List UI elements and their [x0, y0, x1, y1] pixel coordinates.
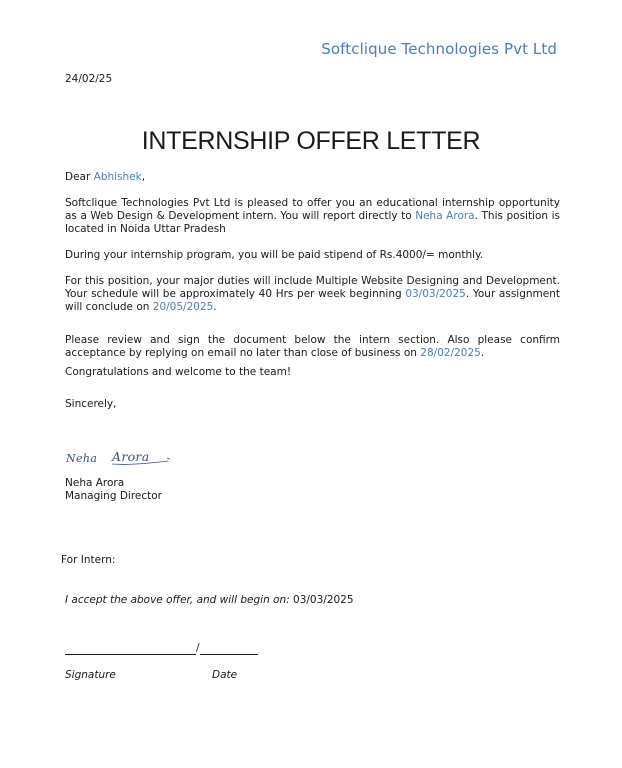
for-intern-label: For Intern:: [61, 554, 116, 566]
paragraph-offer: [65, 197, 560, 236]
svg-text:Arora: Arora: [112, 449, 150, 464]
signer-title: Managing Director: [65, 490, 163, 502]
paragraph-review-text-1: Please review and sign the document below the intern section. Also please confirm acceptance by replying on email no later than close of business on: [65, 334, 560, 359]
paragraph-offer-text-2: . This position is located in Noida Uttar Pradesh: [65, 210, 560, 235]
signature-label: Signature: [65, 669, 116, 681]
paragraph-stipend: During your internship program, you will be paid stipend of Rs.4000/= monthly.: [65, 249, 484, 261]
paragraph-offer-text-1: Softclique Technologies Pvt Ltd is pleased to offer you an educational internship opportunity as a Web Design & Development intern. You will report directly to: [65, 197, 560, 222]
acceptance-text: I accept the above offer, and will begin on:: [65, 594, 294, 606]
supervisor-name: Neha Arora: [415, 210, 475, 222]
intern-acceptance-statement: [65, 594, 560, 607]
paragraph-duties-text-3: .: [213, 301, 217, 313]
salutation: [65, 171, 560, 184]
svg-text:Neha: Neha: [66, 452, 98, 465]
date-label: Date: [212, 669, 238, 681]
recipient-name: Abhishek: [93, 171, 142, 183]
end-date: 20/05/2025: [152, 301, 214, 313]
paragraph-duties: [65, 275, 560, 314]
paragraph-duties-text-2: . Your assignment will conclude on: [65, 288, 560, 313]
letter-title: INTERNSHIP OFFER LETTER: [141, 127, 481, 155]
salutation-suffix: ,: [141, 171, 146, 183]
signature-blank-line: [65, 642, 196, 655]
intern-begin-date: 03/03/2025: [293, 594, 354, 606]
paragraph-review: [65, 334, 560, 360]
paragraph-review-text-2: .: [480, 347, 485, 359]
paragraph-congratulations: Congratulations and welcome to the team!: [65, 366, 292, 378]
date-blank-line: [200, 642, 258, 655]
paragraph-duties-text-1: For this position, your major duties will include Multiple Website Designing and Development. Your schedule will be approximately 40 Hrs per week beginning: [65, 275, 560, 300]
letter-date: 24/02/25: [65, 73, 113, 85]
salutation-prefix: Dear: [65, 171, 94, 183]
closing-sincerely: Sincerely,: [65, 398, 117, 410]
signer-name: Neha Arora: [65, 477, 125, 489]
signature-date-line: [65, 642, 258, 655]
signature-date-separator: /: [196, 642, 200, 654]
company-name-header: Softclique Technologies Pvt Ltd: [321, 40, 557, 58]
start-date: 03/03/2025: [405, 288, 466, 300]
handwritten-signature: [64, 446, 174, 470]
acceptance-deadline: 28/02/2025: [420, 347, 481, 359]
